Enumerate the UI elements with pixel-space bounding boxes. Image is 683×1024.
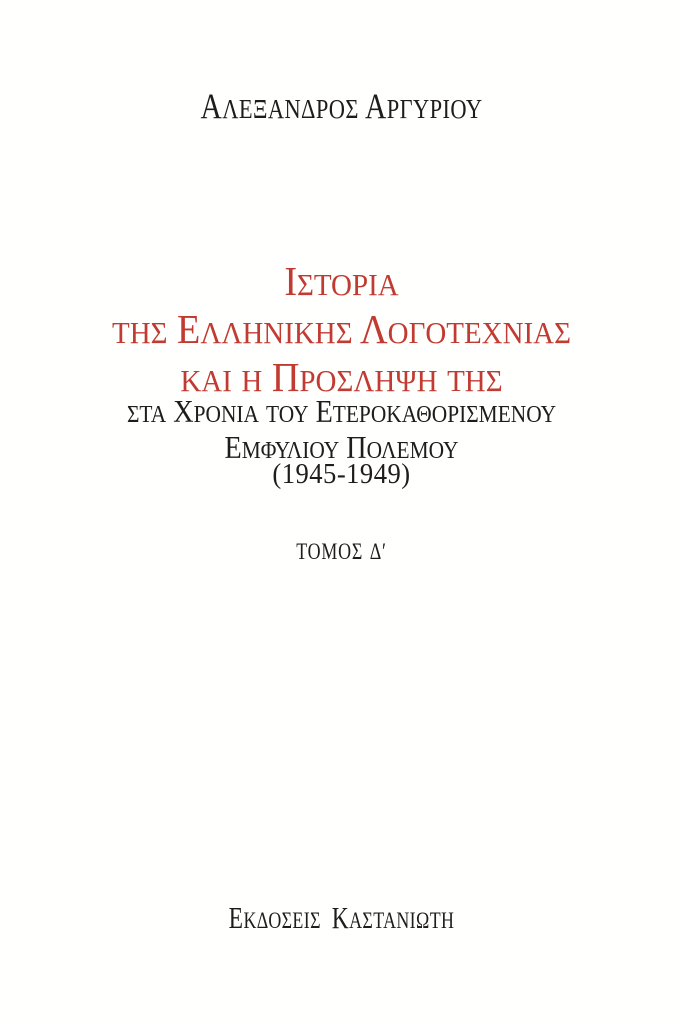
- book-title: [24, 259, 659, 403]
- book-title-line-1: ΙΣΤΟΡΙΑ: [284, 258, 399, 304]
- volume-number: ΤΟΜΟΣ Δ′: [296, 539, 387, 564]
- book-title-line-2: ΤΗΣ ΕΛΛΗΝΙΚΗΣ ΛΟΓΟΤΕΧΝΙΑΣ: [112, 306, 571, 352]
- book-subtitle-line-2: ΕΜΦΥΛΙΟΥ ΠΟΛΕΜΟΥ: [224, 429, 459, 465]
- publication-years: (1945-1949): [272, 459, 411, 490]
- publisher-name: ΕΚΔΟΣΕΙΣ ΚΑΣΤΑΝΙΩΤΗ: [228, 900, 455, 935]
- book-subtitle: [41, 395, 642, 467]
- author-name: ΑΛΕΞΑΝΔΡΟΣ ΑΡΓΥΡΙΟΥ: [200, 86, 483, 126]
- book-subtitle-line-1: ΣΤΑ ΧΡΟΝΙΑ ΤΟΥ ΕΤΕΡΟΚΑΘΟΡΙΣΜΕΝΟΥ: [126, 393, 557, 429]
- book-title-line-3: ΚΑΙ Η ΠΡΟΣΛΗΨΗ ΤΗΣ: [180, 354, 503, 400]
